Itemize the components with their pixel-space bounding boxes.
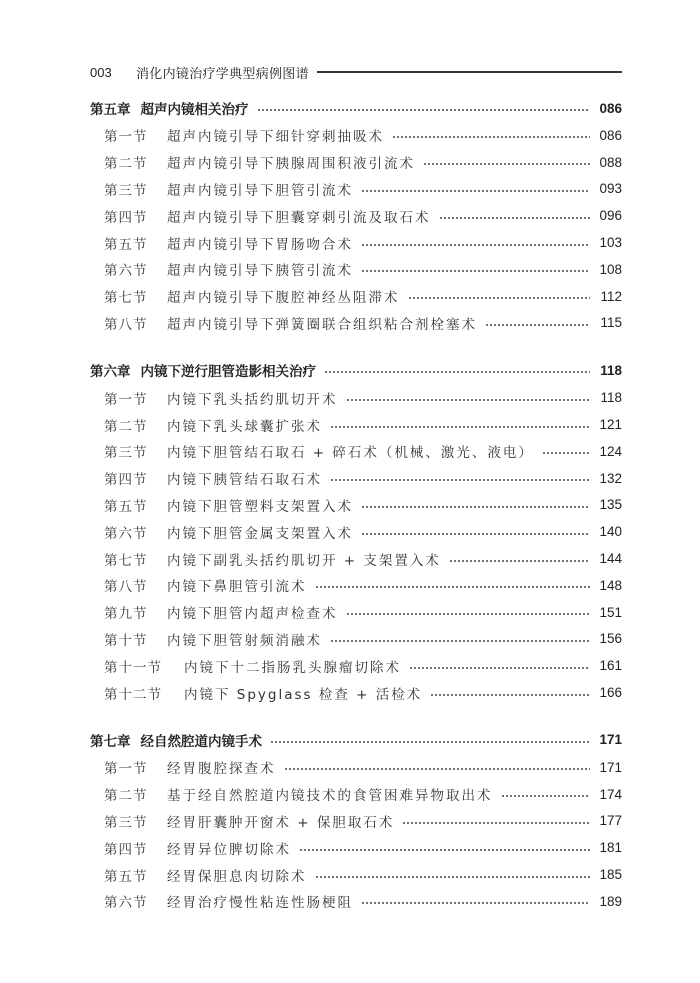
dot-leader [284, 768, 591, 770]
section-title: 内镜下乳头球囊扩张术 [167, 418, 322, 435]
dot-leader [485, 324, 590, 326]
chapter-entry[interactable] [90, 358, 622, 382]
dot-leader [270, 741, 590, 743]
section-entry[interactable] [90, 384, 622, 411]
section-title: 内镜下胆管塑料支架置入术 [167, 498, 353, 515]
section-title: 经胃治疗慢性粘连性肠梗阻 [167, 895, 353, 912]
section-number: 第一节 [104, 391, 148, 408]
section-title: 内镜下乳头括约肌切开术 [167, 391, 338, 408]
section-title: 内镜下胆管内超声检查术 [167, 606, 338, 623]
dot-leader [449, 560, 590, 562]
section-entry[interactable] [90, 122, 622, 149]
section-page: 171 [599, 759, 622, 775]
section-entry[interactable] [90, 545, 622, 572]
section-number: 第三节 [104, 814, 148, 831]
section-page: 148 [599, 577, 622, 593]
section-number: 第一节 [104, 129, 148, 146]
chapter-number: 第五章 [90, 102, 131, 118]
toc-chapter [90, 728, 622, 915]
section-number: 第六节 [104, 263, 148, 280]
section-entry[interactable] [90, 808, 622, 835]
section-entry[interactable] [90, 229, 622, 256]
section-entry[interactable] [90, 438, 622, 465]
section-page: 103 [599, 235, 622, 251]
toc-chapter [90, 358, 622, 706]
section-page: 118 [600, 390, 622, 406]
section-entry[interactable] [90, 781, 622, 808]
dot-leader [315, 876, 591, 878]
section-number: 第二节 [104, 788, 148, 805]
section-entry[interactable] [90, 599, 622, 626]
dot-leader [330, 640, 590, 642]
header-book-title: 消化内镜治疗学典型病例图谱 [136, 66, 309, 82]
section-title: 超声内镜引导下胰腺周围积液引流术 [167, 156, 415, 173]
section-title: 超声内镜引导下胰管引流术 [167, 263, 353, 280]
chapter-entry[interactable] [90, 96, 622, 120]
dot-leader [361, 533, 590, 535]
section-entry[interactable] [90, 572, 622, 599]
section-title: 超声内镜引导下细针穿刺抽吸术 [167, 129, 384, 146]
dot-leader [423, 163, 590, 165]
dot-leader [361, 506, 590, 508]
chapter-page: 118 [600, 362, 622, 378]
section-number: 第七节 [104, 290, 148, 307]
dot-leader [315, 586, 591, 588]
dot-leader [430, 694, 590, 696]
section-title: 经胃异位脾切除术 [167, 841, 291, 858]
dot-leader [330, 426, 590, 428]
section-page: 086 [599, 127, 622, 143]
chapter-page: 086 [599, 100, 622, 116]
section-page: 151 [599, 604, 622, 620]
section-number: 第二节 [104, 156, 148, 173]
dot-leader [346, 613, 591, 615]
dot-leader [361, 190, 590, 192]
dot-leader [408, 297, 591, 299]
section-number: 第十二节 [104, 686, 162, 703]
section-title: 内镜下鼻胆管引流术 [167, 579, 307, 596]
section-entry[interactable] [90, 518, 622, 545]
table-of-contents [90, 96, 622, 937]
section-page: 135 [599, 497, 622, 513]
section-page: 156 [599, 631, 622, 647]
section-entry[interactable] [90, 283, 622, 310]
dot-leader [324, 371, 590, 373]
section-title: 超声内镜引导下腹腔神经丛阻滞术 [167, 290, 400, 307]
header-rule [317, 71, 622, 73]
section-entry[interactable] [90, 861, 622, 888]
chapter-title: 内镜下逆行胆管造影相关治疗 [140, 364, 316, 381]
section-page: 132 [599, 470, 622, 486]
section-page: 144 [599, 551, 622, 567]
section-page: 108 [599, 261, 622, 277]
section-number: 第五节 [104, 498, 148, 515]
section-entry[interactable] [90, 626, 622, 653]
chapter-title: 超声内镜相关治疗 [140, 102, 249, 118]
section-entry[interactable] [90, 176, 622, 203]
section-entry[interactable] [90, 465, 622, 492]
section-title: 内镜下胆管金属支架置入术 [167, 525, 353, 542]
section-number: 第二节 [104, 418, 148, 435]
section-number: 第三节 [104, 182, 148, 199]
section-number: 第六节 [104, 895, 148, 912]
section-page: 181 [599, 840, 622, 856]
section-page: 166 [599, 685, 622, 701]
section-title: 超声内镜引导下胆囊穿刺引流及取石术 [167, 209, 431, 226]
section-number: 第四节 [104, 209, 148, 226]
section-entry[interactable] [90, 310, 622, 337]
section-page: 189 [599, 893, 622, 909]
section-title: 内镜下胰管结石取石术 [167, 472, 322, 489]
section-title: 经胃肝囊肿开窗术 + 保胆取石术 [167, 814, 395, 831]
section-number: 第十一节 [104, 659, 162, 676]
section-title: 基于经自然腔道内镜技术的食管困难异物取出术 [167, 788, 493, 805]
section-page: 140 [599, 524, 622, 540]
section-number: 第一节 [104, 761, 148, 778]
section-page: 121 [599, 417, 622, 433]
chapter-number: 第六章 [90, 364, 131, 381]
section-number: 第三节 [104, 445, 148, 462]
section-title: 内镜下十二指肠乳头腺瘤切除术 [184, 659, 401, 676]
section-page: 185 [599, 867, 622, 883]
section-number: 第四节 [104, 841, 148, 858]
dot-leader [392, 136, 590, 138]
section-page: 112 [600, 288, 622, 304]
section-number: 第六节 [104, 525, 148, 542]
section-title: 内镜下胆管结石取石 + 碎石术（机械、激光、液电） [167, 445, 534, 462]
section-entry[interactable] [90, 411, 622, 438]
section-entry[interactable] [90, 149, 622, 176]
dot-leader [361, 270, 590, 272]
section-title: 超声内镜引导下弹簧圈联合组织粘合剂栓塞术 [167, 316, 477, 333]
section-title: 内镜下副乳头括约肌切开 + 支架置入术 [167, 552, 441, 569]
section-entry[interactable] [90, 888, 622, 915]
section-entry[interactable] [90, 834, 622, 861]
toc-chapter [90, 96, 622, 336]
section-page: 115 [600, 315, 622, 331]
section-number: 第九节 [104, 606, 148, 623]
dot-leader [439, 217, 591, 219]
section-number: 第十节 [104, 632, 148, 649]
section-entry[interactable] [90, 202, 622, 229]
header-page-number: 003 [90, 64, 112, 80]
chapter-number: 第七章 [90, 733, 131, 750]
section-page: 088 [599, 154, 622, 170]
section-page: 096 [599, 208, 622, 224]
section-entry[interactable] [90, 679, 622, 706]
section-title: 经胃腹腔探查术 [167, 761, 276, 778]
section-title: 超声内镜引导下胆管引流术 [167, 182, 353, 199]
section-number: 第五节 [104, 868, 148, 885]
section-title: 经胃保胆息肉切除术 [167, 868, 307, 885]
section-title: 内镜下胆管射频消融术 [167, 632, 322, 649]
section-page: 093 [599, 181, 622, 197]
chapter-title: 经自然腔道内镜手术 [140, 733, 262, 750]
section-title: 内镜下 Spyglass 检查 + 活检术 [184, 686, 423, 703]
dot-leader [542, 452, 590, 454]
dot-leader [409, 667, 590, 669]
running-header [90, 62, 622, 82]
section-number: 第八节 [104, 316, 148, 333]
dot-leader [361, 244, 590, 246]
section-page: 174 [599, 786, 622, 802]
section-page: 161 [599, 658, 622, 674]
section-entry[interactable] [90, 492, 622, 519]
section-page: 124 [599, 443, 622, 459]
section-number: 第八节 [104, 579, 148, 596]
dot-leader [330, 479, 590, 481]
section-entry[interactable] [90, 754, 622, 781]
section-entry[interactable] [90, 256, 622, 283]
dot-leader [361, 902, 590, 904]
section-number: 第四节 [104, 472, 148, 489]
section-number: 第五节 [104, 236, 148, 253]
dot-leader [299, 849, 590, 851]
section-number: 第七节 [104, 552, 148, 569]
section-title: 超声内镜引导下胃肠吻合术 [167, 236, 353, 253]
section-page: 177 [599, 813, 622, 829]
dot-leader [346, 399, 591, 401]
section-entry[interactable] [90, 652, 622, 679]
dot-leader [501, 795, 591, 797]
dot-leader [257, 109, 591, 111]
chapter-page: 171 [599, 732, 622, 748]
dot-leader [402, 822, 590, 824]
chapter-entry[interactable] [90, 728, 622, 752]
